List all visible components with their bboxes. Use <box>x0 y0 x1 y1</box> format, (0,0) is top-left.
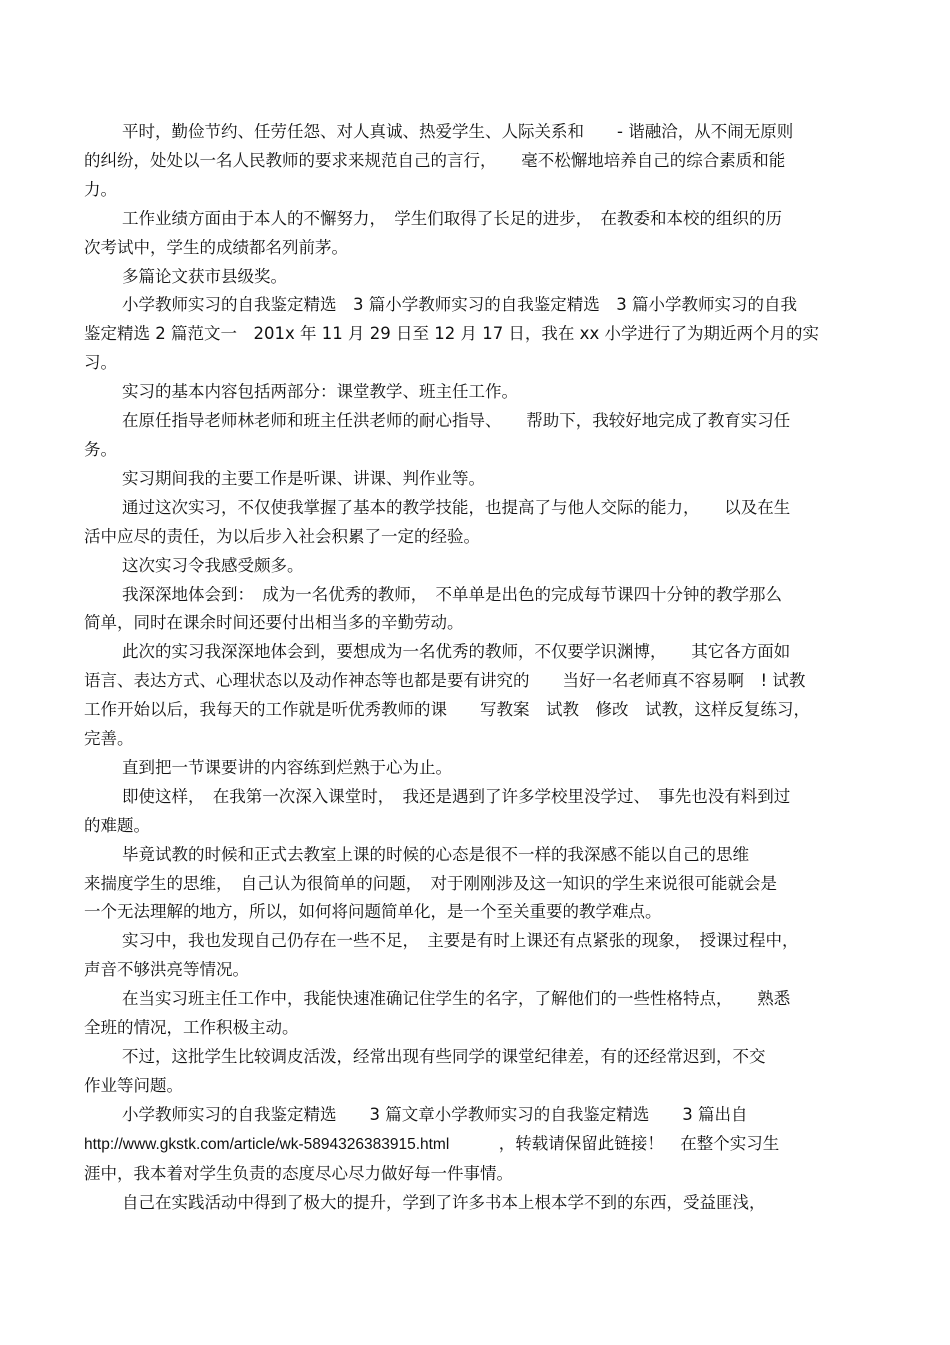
text-line-with-link <box>84 1130 862 1160</box>
text-fragment: ，转载请保留此链接！ 在整个实习生 <box>449 1133 780 1153</box>
text-line: 不过，这批学生比较调皮活泼，经常出现有些同学的课堂纪律差，有的还经常迟到，不交 <box>122 1047 766 1066</box>
text-line: 小学教师实习的自我鉴定精选 3 篇小学教师实习的自我鉴定精选 3 篇小学教师实习的自我 <box>122 295 797 315</box>
source-url: http://www.gkstk.com/article/wk-5894326383915.html <box>84 1135 450 1153</box>
text-line: 小学教师实习的自我鉴定精选 3 篇文章小学教师实习的自我鉴定精选 3 篇出自 <box>122 1104 748 1124</box>
text-line: 语言、表达方式、心理状态以及动作神态等也都是要有讲究的 当好一名老师真不容易啊 ! 试教 <box>84 671 806 691</box>
text-line: 在原任指导老师林老师和班主任洪老师的耐心指导、 帮助下，我较好地完成了教育实习任 <box>122 411 791 431</box>
text-line: 多篇论文获市县级奖。 <box>122 266 287 286</box>
text-line: 次考试中，学生的成绩都名列前茅。 <box>84 237 348 257</box>
text-line: 来揣度学生的思维， 自己认为很简单的问题， 对于刚刚涉及这一知识的学生来说很可能就会是 <box>84 873 777 893</box>
text-line: 习。 <box>84 353 117 373</box>
text-line: 涯中，我本着对学生负责的态度尽心尽力做好每一件事情。 <box>84 1163 513 1183</box>
text-line: 我深深地体会到： 成为一名优秀的教师， 不单单是出色的完成每节课四十分钟的教学那么 <box>122 584 782 604</box>
text-line: 自己在实践活动中得到了极大的提升，学到了许多书本上根本学不到的东西，受益匪浅， <box>122 1192 766 1212</box>
text-line: 作业等问题。 <box>84 1075 183 1095</box>
text-line: 全班的情况，工作积极主动。 <box>84 1018 299 1038</box>
text-line: 实习的基本内容包括两部分：课堂教学、班主任工作。 <box>122 382 518 402</box>
text-line: 在当实习班主任工作中，我能快速准确记住学生的名字，了解他们的一些性格特点， 熟悉 <box>122 989 791 1009</box>
text-line: 工作业绩方面由于本人的不懈努力， 学生们取得了长足的进步， 在教委和本校的组织的历 <box>122 208 782 228</box>
text-line: 平时，勤俭节约、任劳任怨、对人真诚、热爱学生、人际关系和 - 谐融洽，从不闹无原则 <box>122 122 794 141</box>
document-body <box>84 118 862 1217</box>
text-line: 完善。 <box>84 729 134 749</box>
text-line: 通过这次实习，不仅使我掌握了基本的教学技能，也提高了与他人交际的能力， 以及在生 <box>122 497 791 517</box>
text-line: 务。 <box>84 439 117 459</box>
text-line: 力。 <box>84 179 117 199</box>
text-line: 实习中，我也发现自己仍存在一些不足， 主要是有时上课还有点紧张的现象， 授课过程中， <box>122 931 799 951</box>
text-line: 此次的实习我深深地体会到，要想成为一名优秀的教师，不仅要学识渊博， 其它各方面如 <box>122 642 791 662</box>
text-line: 实习期间我的主要工作是听课、讲课、判作业等。 <box>122 468 485 488</box>
text-line: 活中应尽的责任，为以后步入社会积累了一定的经验。 <box>84 526 480 546</box>
text-line: 直到把一节课要讲的内容练到烂熟于心为止。 <box>122 757 452 777</box>
text-line: 这次实习令我感受颇多。 <box>122 555 304 575</box>
text-line: 简单，同时在课余时间还要付出相当多的辛勤劳动。 <box>84 613 464 633</box>
text-line: 一个无法理解的地方，所以，如何将问题简单化，是一个至关重要的教学难点。 <box>84 902 662 922</box>
text-line: 声音不够洪亮等情况。 <box>84 960 249 980</box>
text-line: 毕竟试教的时候和正式去教室上课的时候的心态是很不一样的我深感不能以自己的思维 <box>122 844 749 864</box>
text-line: 即使这样， 在我第一次深入课堂时， 我还是遇到了许多学校里没学过、 事先也没有料到过 <box>122 786 791 806</box>
text-line: 的难题。 <box>84 815 150 835</box>
text-line: 鉴定精选 2 篇范文一 201x 年 11 月 29 日至 12 月 17 日，我在 xx 小学进行了为期近两个月的实 <box>84 324 819 344</box>
text-line: 工作开始以后，我每天的工作就是听优秀教师的课 写教案 试教 修改 试教，这样反复练习， <box>84 700 810 720</box>
text-line: 的纠纷，处处以一名人民教师的要求来规范自己的言行， 毫不松懈地培养自己的综合素质和能 <box>84 150 786 170</box>
